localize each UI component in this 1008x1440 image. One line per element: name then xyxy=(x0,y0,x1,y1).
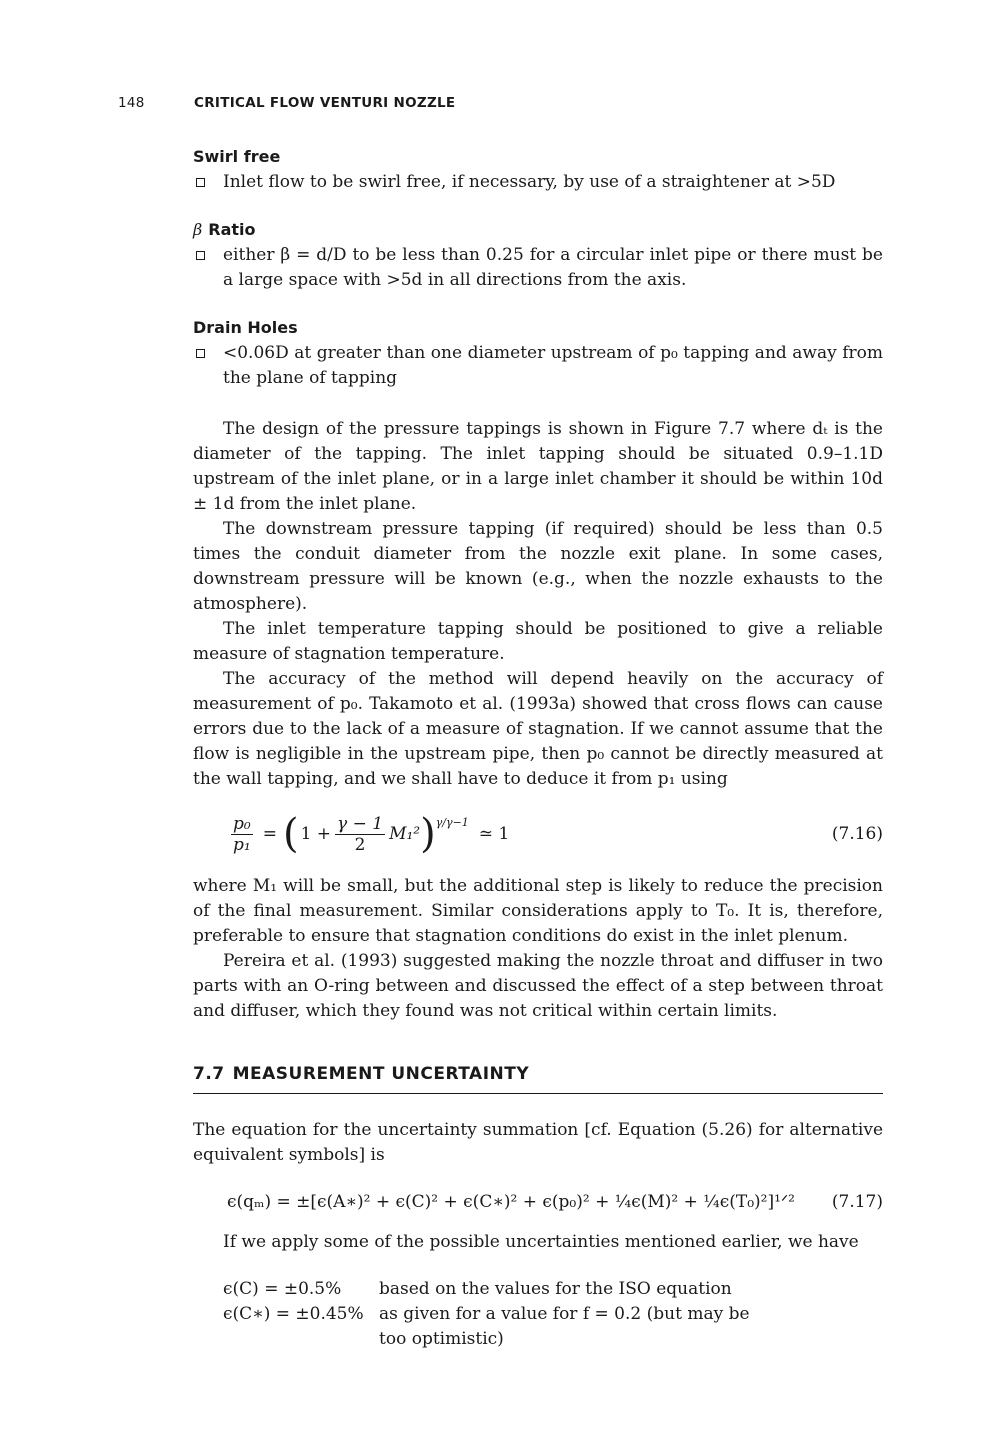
section-number: 7.7 xyxy=(193,1064,225,1084)
equation-7-16 xyxy=(193,804,883,864)
paragraph: The accuracy of the method will depend heavily on the accuracy of measurement of p₀. Takamoto et al. (1993a) showed that cross flows can cause errors due to the lack of a measure of stagnation. If we cannot assume that the flow is negligible in the upstream pipe, then p₀ cannot be directly measured at the wall tapping, and we shall have to deduce it from p₁ using xyxy=(193,669,883,789)
gamma-numerator: γ − 1 xyxy=(337,813,384,834)
uncertainty-symbol: ϵ(C) = ±0.5% xyxy=(223,1279,342,1299)
checkbox-bullet-icon xyxy=(196,178,205,187)
approx-one: ≃ 1 xyxy=(478,823,510,844)
equation-number: (7.17) xyxy=(831,1192,883,1212)
equation-body: ϵ(qₘ) = ±[ϵ(A∗)² + ϵ(C)² + ϵ(C∗)² + ϵ(p₀)² + ¼ϵ(M)² + ¼ϵ(T₀)²]¹ᐟ² xyxy=(227,1191,795,1212)
chapter-title: CRITICAL FLOW VENTURI NOZZLE xyxy=(194,95,456,111)
uncertainty-symbol: ϵ(C∗) = ±0.45% xyxy=(223,1304,364,1324)
table-row xyxy=(223,1277,779,1302)
paragraph: The equation for the uncertainty summation [cf. Equation (5.26) for alternative equivalent symbols] is xyxy=(193,1120,883,1165)
checkbox-bullet-icon xyxy=(196,251,205,260)
beta-ratio-heading xyxy=(193,217,883,243)
equation-number: (7.16) xyxy=(831,824,883,844)
drain-holes-item xyxy=(193,341,883,391)
paragraph: where M₁ will be small, but the additional step is likely to reduce the precision of the final measurement. Similar considerations apply to T₀. It is, therefore, preferable to ensure that stagnation conditions do exist in the inlet plenum. xyxy=(193,876,883,946)
pressure-ratio-fraction xyxy=(231,814,253,855)
exponent: γ/γ−1 xyxy=(435,816,469,829)
checkbox-bullet-icon xyxy=(196,349,205,358)
beta-ratio-text: either β = d/D to be less than 0.25 for a circular inlet pipe or there must be a large space with >5d in all directions from the axis. xyxy=(223,245,883,290)
right-paren: ) xyxy=(420,811,436,857)
section-heading xyxy=(193,1062,883,1094)
mach-term: M₁² xyxy=(389,823,421,844)
running-head xyxy=(118,95,455,111)
swirl-free-text: Inlet flow to be swirl free, if necessary, by use of a straightener at >5D xyxy=(223,172,836,192)
uncertainty-description: based on the values for the ISO equation xyxy=(379,1279,732,1299)
paragraph: The inlet temperature tapping should be positioned to give a reliable measure of stagnation temperature. xyxy=(193,619,883,664)
section-title: MEASUREMENT UNCERTAINTY xyxy=(232,1064,530,1084)
gamma-fraction xyxy=(335,814,385,855)
paragraph: The design of the pressure tappings is shown in Figure 7.7 where dₜ is the diameter of the tapping. The inlet tapping should be situated 0.9–1.1D upstream of the inlet plane, or in a large inlet chamber it should be within 10d ± 1d from the inlet plane. xyxy=(193,419,883,514)
gamma-denominator: 2 xyxy=(354,834,366,855)
left-paren: ( xyxy=(282,811,299,857)
paragraph: Pereira et al. (1993) suggested making the nozzle throat and diffuser in two parts with an O-ring between and discussed the effect of a step between throat and diffuser, which they found was not critical within certain limits. xyxy=(193,951,883,1021)
beta-symbol: β xyxy=(193,220,203,239)
one-plus: 1 + xyxy=(300,823,332,844)
drain-holes-text: <0.06D at greater than one diameter upstream of p₀ tapping and away from the plane of tapping xyxy=(223,343,883,388)
fraction-numerator: p₀ xyxy=(233,813,251,834)
swirl-free-block xyxy=(193,144,883,195)
page-content xyxy=(193,144,883,1352)
equation-body xyxy=(227,804,509,864)
paragraph: The downstream pressure tapping (if required) should be less than 0.5 times the conduit diameter from the nozzle exit plane. In some cases, downstream pressure will be known (e.g., when the nozzle exhausts to the atmosphere). xyxy=(193,519,883,614)
uncertainty-description: as given for a value for f = 0.2 (but may be too optimistic) xyxy=(379,1304,750,1349)
paragraph: If we apply some of the possible uncertainties mentioned earlier, we have xyxy=(223,1232,859,1252)
table-row xyxy=(223,1302,779,1352)
beta-ratio-heading-text: Ratio xyxy=(208,220,256,239)
equation-7-17 xyxy=(193,1182,883,1222)
drain-holes-block xyxy=(193,315,883,391)
beta-ratio-item xyxy=(193,243,883,293)
equals-sign: = xyxy=(262,823,277,844)
swirl-free-heading: Swirl free xyxy=(193,147,281,166)
uncertainty-table xyxy=(223,1277,779,1352)
drain-holes-heading: Drain Holes xyxy=(193,318,298,337)
page-number: 148 xyxy=(118,95,145,111)
fraction-denominator: p₁ xyxy=(233,834,251,855)
swirl-free-item xyxy=(193,170,883,195)
beta-ratio-block xyxy=(193,217,883,293)
